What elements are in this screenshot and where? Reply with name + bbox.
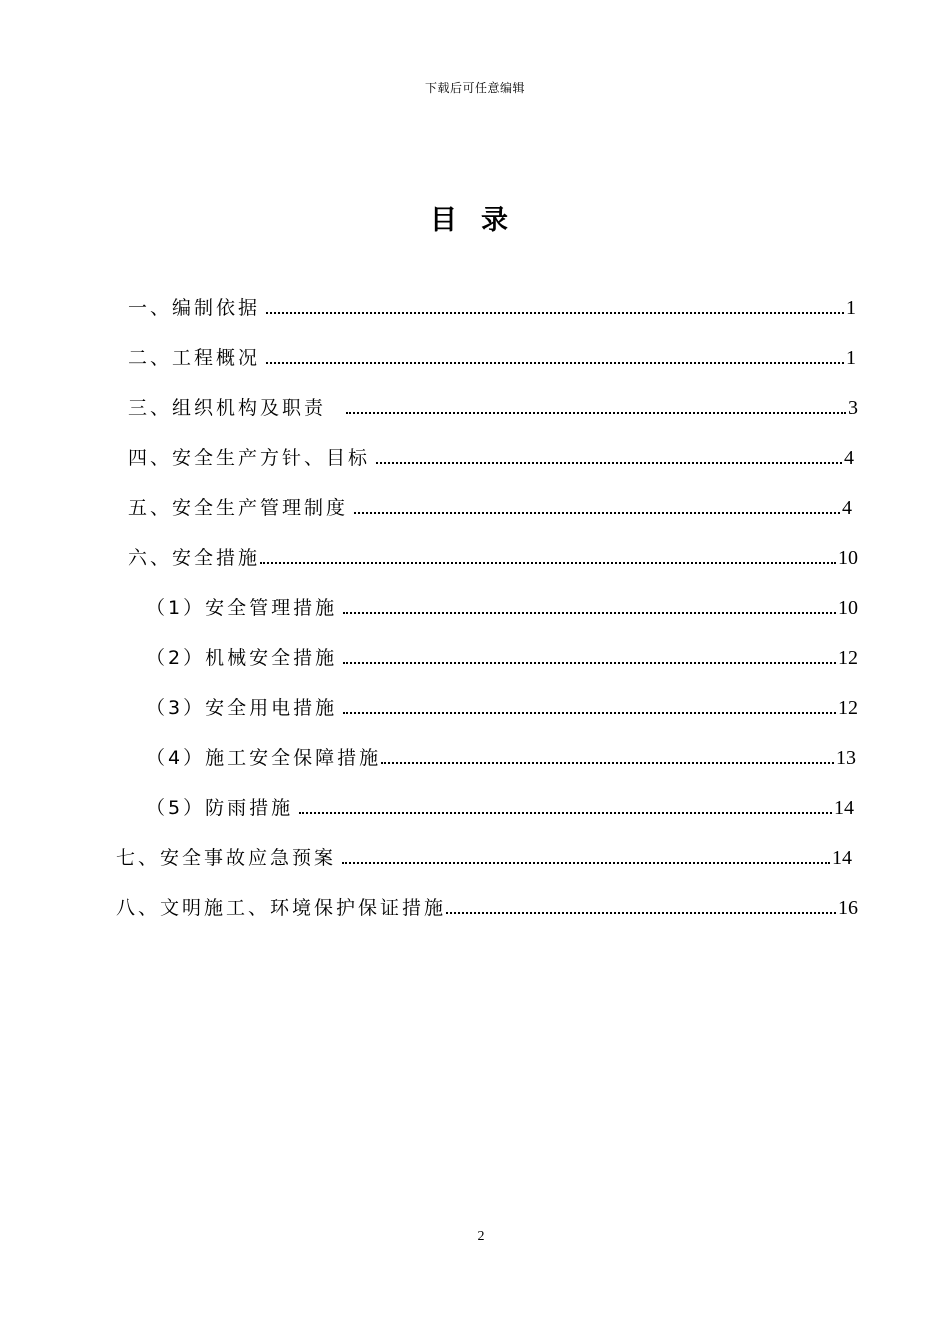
toc-entry-page: 1 — [846, 347, 856, 369]
toc-entry-page: 4 — [842, 497, 852, 519]
page-number: 2 — [477, 1229, 485, 1244]
toc-entry-label: 三、组织机构及职责 — [128, 397, 327, 419]
toc-entry-page: 16 — [838, 897, 858, 919]
toc-entry-label: 二、工程概况 — [128, 347, 261, 369]
toc-entry-2[interactable] — [128, 343, 856, 373]
toc-entry-4[interactable] — [128, 443, 854, 473]
toc-entry-label: （4）施工安全保障措施 — [146, 747, 382, 769]
toc-entry-page: 10 — [838, 547, 858, 569]
toc-entry-page: 4 — [844, 447, 854, 469]
toc-entry-label: 一、编制依据 — [128, 297, 261, 319]
toc-entry-label: （1）安全管理措施 — [146, 597, 338, 619]
toc-entry-3[interactable] — [128, 393, 858, 423]
toc-entry-8[interactable] — [146, 643, 858, 673]
toc-leader — [266, 362, 844, 364]
toc-entry-label: （2）机械安全措施 — [146, 647, 338, 669]
toc-leader — [376, 462, 842, 464]
toc-entry-7[interactable] — [146, 593, 858, 623]
toc-entry-page: 1 — [846, 297, 856, 319]
toc-leader — [446, 912, 836, 914]
toc-entry-label: 四、安全生产方针、目标 — [128, 447, 371, 469]
toc-entry-label: （5）防雨措施 — [146, 797, 294, 819]
toc-leader — [342, 862, 830, 864]
toc-entry-label: 六、安全措施 — [128, 547, 261, 569]
toc-entry-6[interactable] — [128, 543, 858, 573]
toc-entry-page: 14 — [834, 797, 854, 819]
toc-entry-page: 14 — [832, 847, 852, 869]
toc-entry-label: 七、安全事故应急预案 — [116, 847, 337, 869]
toc-entry-1[interactable] — [128, 293, 856, 323]
toc-entry-label: 八、文明施工、环境保护保证措施 — [116, 897, 447, 919]
toc-title: 目录 — [430, 205, 532, 236]
toc-entry-12[interactable] — [116, 843, 852, 873]
toc-entry-label: 五、安全生产管理制度 — [128, 497, 349, 519]
toc-entry-11[interactable] — [146, 793, 854, 823]
toc-entry-9[interactable] — [146, 693, 858, 723]
toc-entry-page: 10 — [838, 597, 858, 619]
toc-leader — [343, 662, 836, 664]
toc-leader — [381, 762, 834, 764]
toc-leader — [346, 412, 846, 414]
toc-leader — [260, 562, 836, 564]
toc-entry-page: 12 — [838, 647, 858, 669]
toc-entry-5[interactable] — [128, 493, 852, 523]
toc-leader — [343, 612, 836, 614]
toc-leader — [266, 312, 844, 314]
toc-leader — [354, 512, 840, 514]
toc-entry-page: 13 — [836, 747, 856, 769]
toc-leader — [343, 712, 836, 714]
toc-entry-page: 12 — [838, 697, 858, 719]
toc-entry-label: （3）安全用电措施 — [146, 697, 338, 719]
toc-entry-page: 3 — [848, 397, 858, 419]
header-note: 下载后可任意编辑 — [424, 81, 525, 95]
toc-entry-10[interactable] — [146, 743, 856, 773]
toc-leader — [299, 812, 832, 814]
toc-entry-13[interactable] — [116, 893, 858, 923]
